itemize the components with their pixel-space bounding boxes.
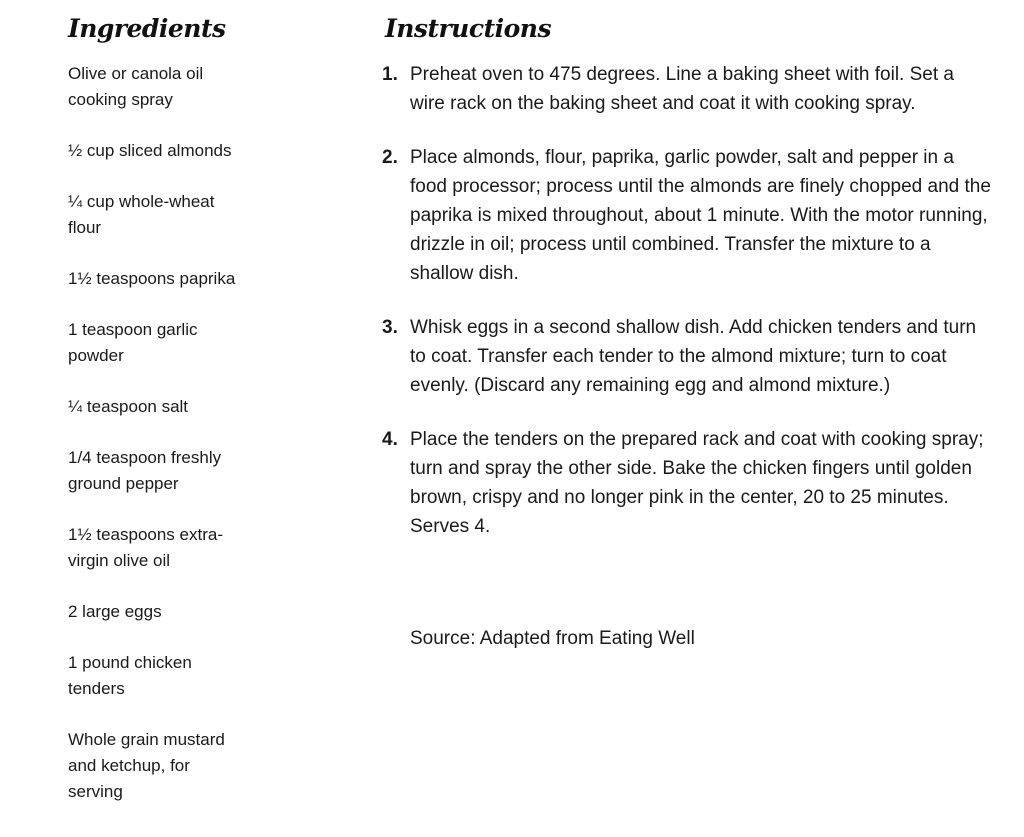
step-text: Whisk eggs in a second shallow dish. Add chicken tenders and turn to coat. Transfer each tender to the almond mixture; turn to coat evenly. (Discard any remaining egg and almond mixture.) [410, 317, 977, 396]
instructions-list [382, 60, 992, 566]
ingredient-item: 2 large eggs [68, 602, 162, 621]
step-text: Preheat oven to 475 degrees. Line a baking sheet with foil. Set a wire rack on the baking sheet and coat it with cooking spray. [410, 64, 954, 114]
ingredient-item: 1 teaspoon garlic powder [68, 320, 198, 365]
ingredient-item: 1½ teaspoons extra-virgin olive oil [68, 525, 223, 570]
instructions-heading: Instructions [385, 14, 552, 43]
ingredient-item: ¼ teaspoon salt [68, 397, 189, 416]
step-text: Place the tenders on the prepared rack and coat with cooking spray; turn and spray the other side. Bake the chicken fingers until golden brown, crispy and no longer pink in the center, 20 to 25 minutes. Serves 4. [410, 429, 984, 537]
ingredient-item: ½ cup sliced almonds [68, 141, 232, 160]
ingredient-item: ¼ cup whole-wheat flour [68, 192, 215, 237]
step-number: 4. [382, 429, 398, 450]
instruction-step [382, 425, 992, 541]
ingredient-item: Whole grain mustard and ketchup, for serving [68, 730, 225, 801]
instruction-step [382, 313, 992, 400]
step-number: 1. [382, 64, 398, 85]
instruction-step [382, 143, 992, 288]
ingredients-list [68, 61, 268, 830]
step-number: 3. [382, 317, 398, 338]
step-number: 2. [382, 147, 398, 168]
step-text: Place almonds, flour, paprika, garlic powder, salt and pepper in a food processor; process until the almonds are finely chopped and the paprika is mixed throughout, about 1 minute. With the motor running, drizzle in oil; process until combined. Transfer the mixture to a shallow dish. [410, 147, 991, 284]
ingredients-heading: Ingredients [68, 14, 226, 43]
ingredient-item: Olive or canola oil cooking spray [68, 64, 204, 109]
recipe-source: Source: Adapted from Eating Well [410, 628, 695, 649]
ingredient-item: 1½ teaspoons paprika [68, 269, 236, 288]
ingredient-item: 1 pound chicken tenders [68, 653, 192, 698]
instruction-step [382, 60, 992, 118]
ingredient-item: 1/4 teaspoon freshly ground pepper [68, 448, 222, 493]
